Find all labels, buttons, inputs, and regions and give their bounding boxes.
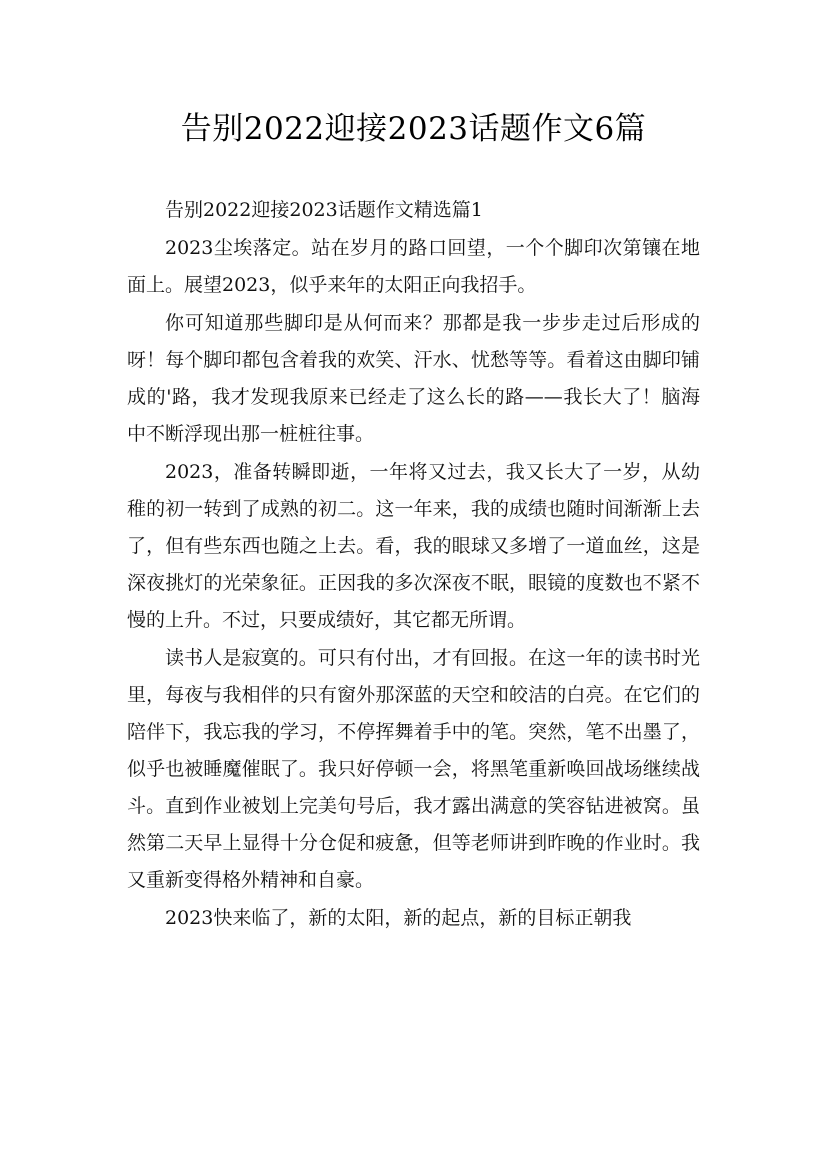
paragraph: 读书人是寂寞的。可只有付出，才有回报。在这一年的读书时光里，每夜与我相伴的只有窗外那深蓝的天空和皎洁的白亮。在它们的陪伴下，我忘我的学习，不停挥舞着手中的笔。突然，笔不出墨了，似乎也被睡魔催眠了。我只好停顿一会，将黑笔重新唤回战场继续战斗。直到作业被划上完美句号后，我才露出满意的笑容钻进被窝。虽然第二天早上显得十分仓促和疲惫，但等老师讲到昨晚的作业时。我又重新变得格外精神和自豪。 xyxy=(127,647,700,891)
paragraph: 你可知道那些脚印是从何而来？那都是我一步步走过后形成的呀！每个脚印都包含着我的欢笑、汗水、忧愁等等。看着这由脚印铺成的'路，我才发现我原来已经走了这么长的路——我长大了！脑海中不断浮现出那一桩桩往事。 xyxy=(127,312,700,445)
paragraph: 2023，准备转瞬即逝，一年将又过去，我又长大了一岁，从幼稚的初一转到了成熟的初二。这一年来，我的成绩也随时间渐渐上去了，但有些东西也随之上去。看，我的眼球又多增了一道血丝，这是深夜挑灯的光荣象征。正因我的多次深夜不眠，眼镜的度数也不紧不慢的上升。不过，只要成绩好，其它都无所谓。 xyxy=(127,461,700,631)
section-heading: 告别2022迎接2023话题作文精选篇1 xyxy=(165,199,483,221)
document-body xyxy=(127,192,700,938)
paragraph: 2023尘埃落定。站在岁月的路口回望，一个个脚印次第镶在地面上。展望2023，似乎来年的太阳正向我招手。 xyxy=(127,237,700,296)
document-title: 告别2022迎接2023话题作文6篇 xyxy=(180,111,647,147)
paragraph: 2023快来临了，新的太阳，新的起点，新的目标正朝我 xyxy=(165,907,632,929)
